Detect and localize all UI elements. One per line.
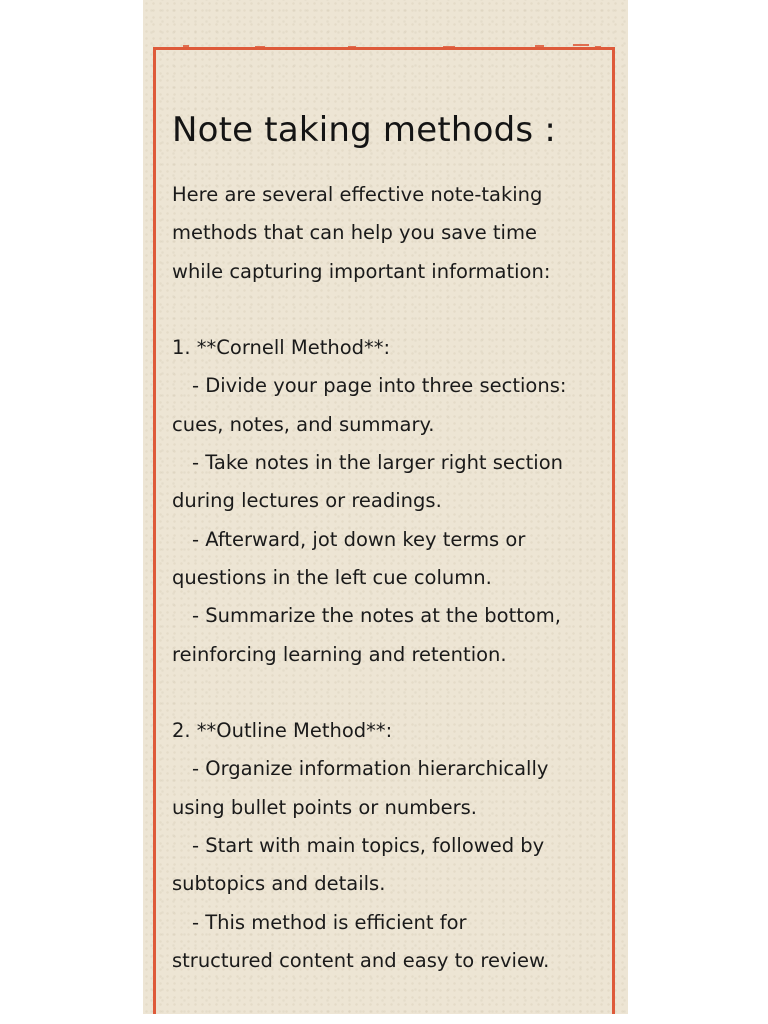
outline-continuation: structured content and easy to review.: [172, 948, 550, 972]
cornell-continuation: during lectures or readings.: [172, 489, 442, 513]
outline-continuation: subtopics and details.: [172, 872, 386, 896]
cornell-bullet: - Take notes in the larger right section: [192, 451, 564, 475]
intro-line: methods that can help you save time: [172, 221, 537, 245]
outline-bullet: - This method is efficient for: [192, 910, 467, 934]
intro-line: Here are several effective note-taking: [172, 183, 543, 206]
page-title: Note taking methods :: [172, 110, 557, 150]
outline-bullet: - Start with main topics, followed by: [192, 834, 545, 858]
spacer: [172, 674, 612, 712]
section-heading-cornell: 1. **Cornell Method**:: [172, 336, 391, 360]
cornell-bullet: - Summarize the notes at the bottom,: [192, 604, 561, 628]
intro-line: while capturing important information:: [172, 259, 551, 283]
spacer: [172, 291, 612, 329]
cornell-continuation: questions in the left cue column.: [172, 565, 492, 589]
cornell-bullet: - Divide your page into three sections:: [192, 374, 567, 398]
section-heading-outline: 2. **Outline Method**:: [172, 719, 393, 743]
cornell-bullet: - Afterward, jot down key terms or: [192, 527, 526, 551]
note-body: [172, 176, 612, 980]
cornell-continuation: reinforcing learning and retention.: [172, 642, 507, 666]
cornell-continuation: cues, notes, and summary.: [172, 412, 435, 436]
outline-bullet: - Organize information hierarchically: [192, 757, 549, 781]
note-page: [143, 0, 628, 1014]
outline-continuation: using bullet points or numbers.: [172, 795, 477, 819]
